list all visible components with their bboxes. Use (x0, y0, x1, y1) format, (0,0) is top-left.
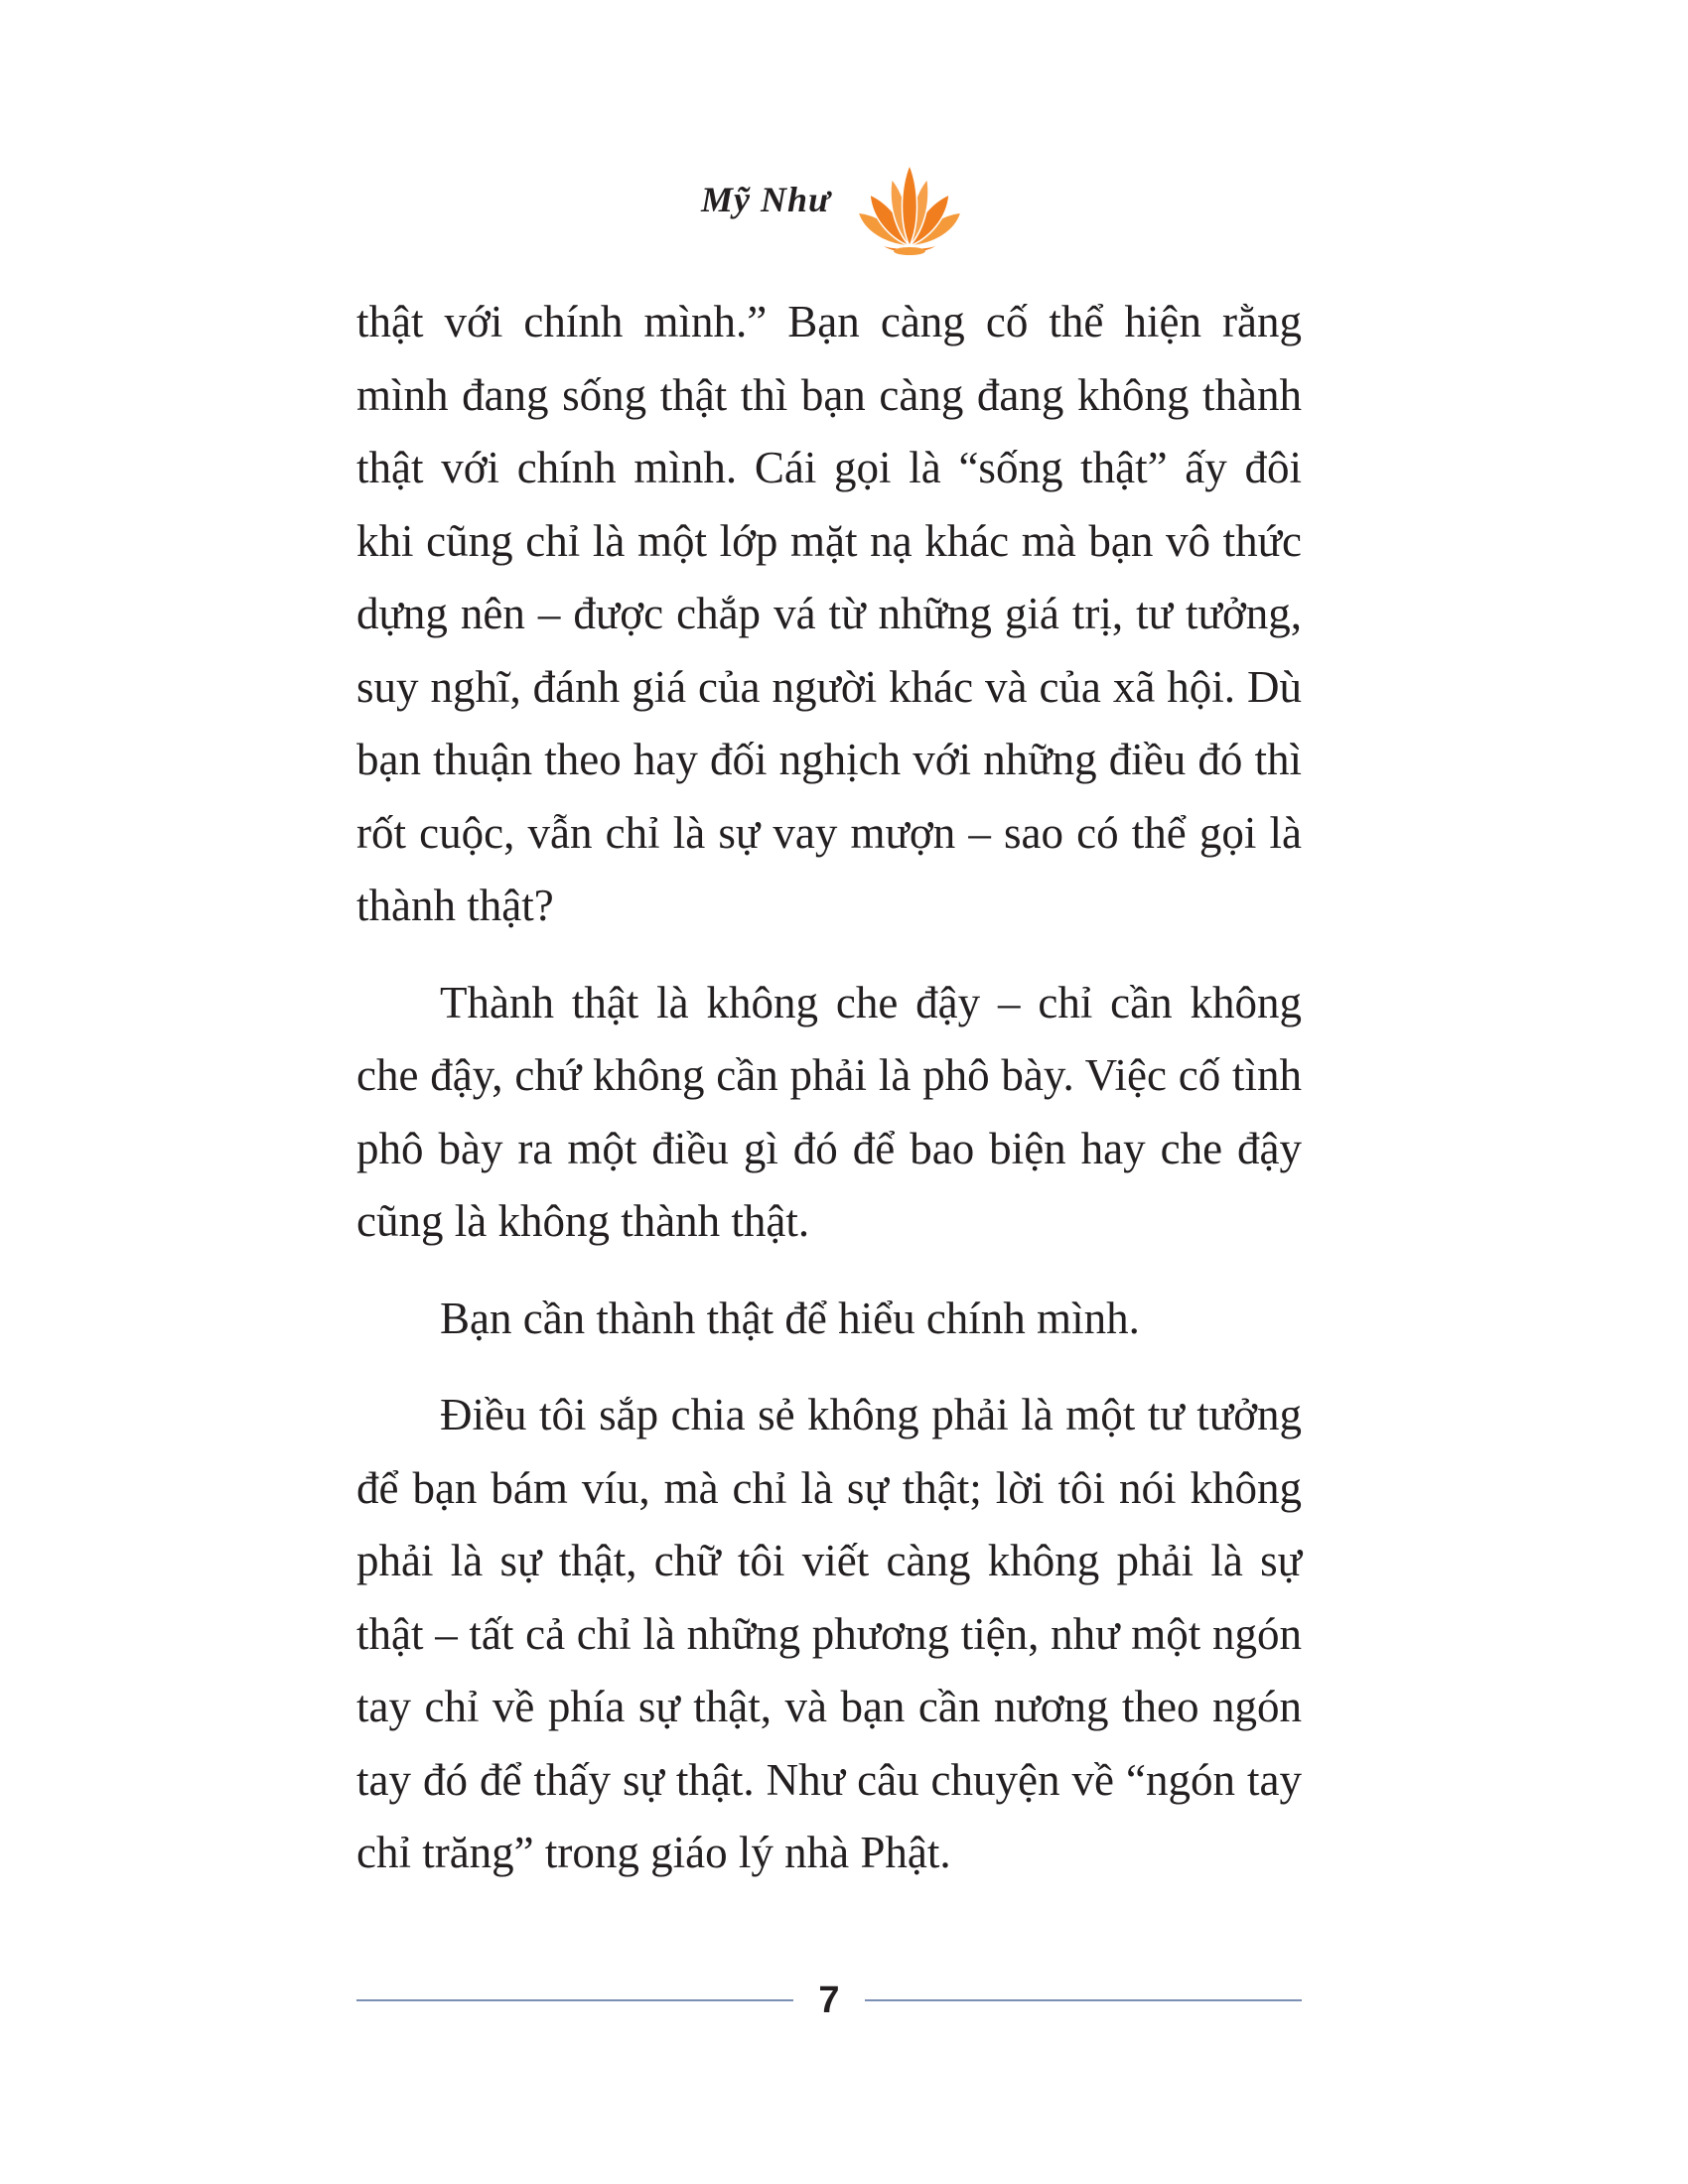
page-footer (356, 1976, 1302, 2025)
page-number: 7 (818, 1979, 840, 2021)
running-header (0, 159, 1688, 268)
paragraph: Bạn cần thành thật để hiểu chính mình. (440, 1293, 1140, 1343)
paragraph: thật với chính mình.” Bạn càng cố thể hiện rằng mình đang sống thật thì bạn càng đang không thành thật với chính mình. Cái gọi là “sống thật” ấy đôi khi cũng chỉ là một lớp mặt nạ khác mà bạn vô thức dựng nên – được chắp vá từ những giá trị, tư tưởng, suy nghĩ, đánh giá của người khác và của xã hội. Dù bạn thuận theo hay đối nghịch với những điều đó thì rốt cuộc, vẫn chỉ là sự vay mượn – sao có thể gọi là thành thật? (356, 297, 1302, 930)
paragraph: Điều tôi sắp chia sẻ không phải là một tư tưởng để bạn bám víu, mà chỉ là sự thật; lời tôi nói không phải là sự thật, chữ tôi viết càng không phải là sự thật – tất cả chỉ là những phương tiện, như một ngón tay chỉ về phía sự thật, và bạn cần nương theo ngón tay đó để thấy sự thật. Như câu chuyện về “ngón tay chỉ trăng” trong giáo lý nhà Phật. (356, 1390, 1302, 1877)
footer-rule-right (865, 1999, 1302, 2001)
paragraph: Thành thật là không che đậy – chỉ cần không che đậy, chứ không cần phải là phô bày. Việc cố tình phô bày ra một điều gì đó để bao biện hay che đậy cũng là không thành thật. (356, 977, 1302, 1246)
author-name: Mỹ Như (701, 180, 831, 219)
body-text (356, 286, 1302, 1890)
lotus-icon (856, 159, 963, 258)
